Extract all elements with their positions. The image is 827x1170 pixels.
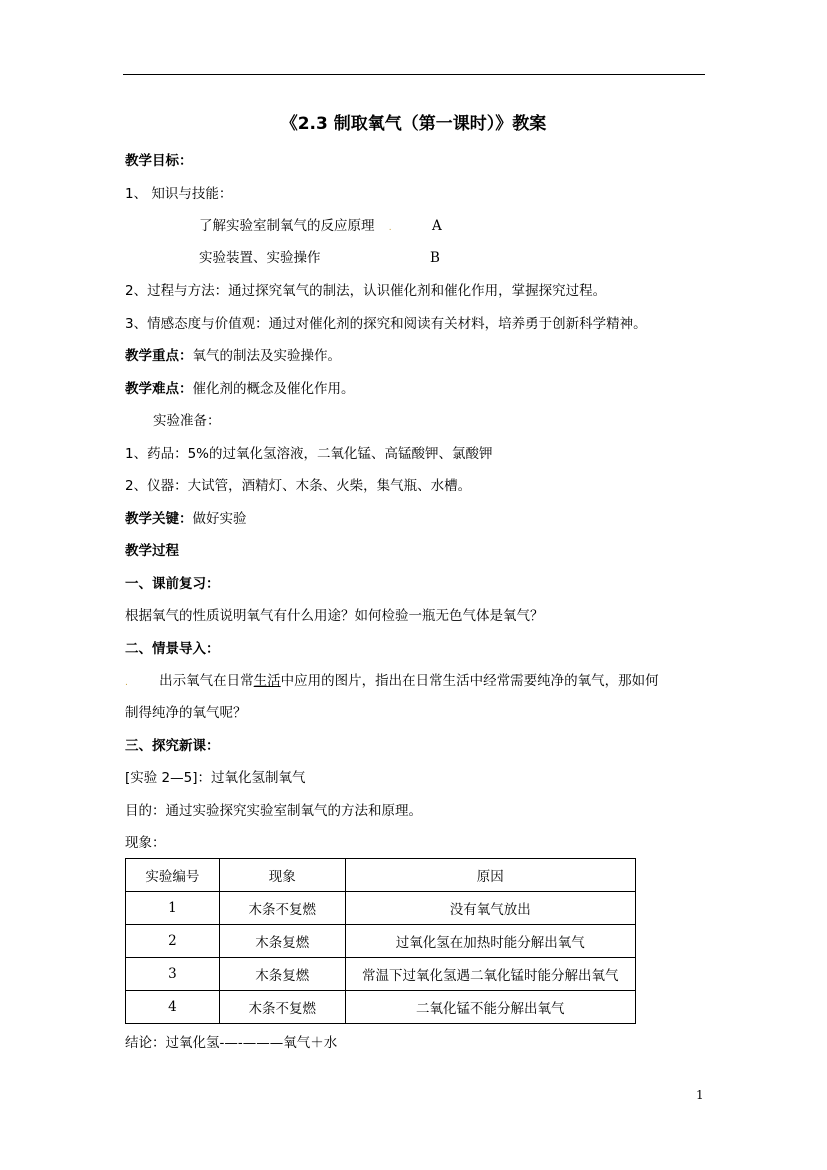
phenomenon-label: 现象： (125, 835, 166, 851)
table-cell: 4 (126, 991, 220, 1024)
table-row (126, 958, 636, 991)
section-2-text-a: 出示氧气在日常 (159, 673, 254, 689)
objective-3: 3、情感态度与价值观：通过对催化剂的探究和阅读有关材料，培养勇于创新科学精神。 (125, 316, 647, 332)
teaching-focus-text: 氧气的制法及实验操作。 (192, 348, 341, 364)
section-3-heading: 三、探究新课： (125, 738, 220, 754)
observation-table (125, 858, 636, 1024)
teaching-focus (125, 346, 341, 366)
document-title: 《2.3 制取氧气（第一课时）》教案 (280, 114, 547, 134)
process-heading: 教学过程 (125, 543, 179, 559)
table-header-cell: 实验编号 (126, 859, 220, 892)
section-2-text-b: 中应用的图片，指出在日常生活中经常需要纯净的氧气，那如何 (280, 673, 659, 689)
table-row (126, 991, 636, 1024)
teaching-difficulty (125, 379, 355, 399)
objective-1a-grade: A (432, 218, 442, 234)
header-rule (123, 74, 705, 75)
table-cell: 木条不复燃 (219, 991, 345, 1024)
section-2-text-c: 制得纯净的氧气呢？ (125, 705, 247, 721)
table-header-row (126, 859, 636, 892)
table-header-cell: 现象 (219, 859, 345, 892)
table-cell: 木条复燃 (219, 925, 345, 958)
section-2-heading: 二、情景导入： (125, 641, 220, 657)
table-row (126, 892, 636, 925)
objective-1: 1、 知识与技能： (125, 186, 233, 202)
objective-1a-text: 了解实验室制氧气的反应原理 (199, 218, 375, 234)
table-cell: 1 (126, 892, 220, 925)
experiment-title: [实验 2—5]：过氧化氢制氧气 (125, 770, 306, 786)
objective-1a: 了解实验室制氧气的反应原理 . (199, 218, 392, 234)
teaching-crux-label: 教学关键： (125, 511, 193, 527)
prep-heading: 实验准备： (153, 413, 221, 429)
teaching-crux (125, 509, 247, 529)
table-cell: 2 (126, 925, 220, 958)
teaching-crux-text: 做好实验 (192, 511, 247, 527)
table-cell: 木条复燃 (219, 958, 345, 991)
table-header-cell: 原因 (345, 859, 635, 892)
prep-instruments: 2、仪器：大试管，酒精灯、木条、火柴，集气瓶、水槽。 (125, 478, 472, 494)
prep-chemicals: 1、药品：5%的过氧化氢溶液，二氧化锰、高锰酸钾、氯酸钾 (125, 446, 493, 462)
objective-1b-grade: B (430, 250, 440, 266)
experiment-purpose: 目的：通过实验探究实验室制氧气的方法和原理。 (125, 803, 422, 819)
table-cell: 木条不复燃 (219, 892, 345, 925)
table-cell: 过氧化氢在加热时能分解出氧气 (345, 925, 635, 958)
table-cell: 二氧化锰不能分解出氧气 (345, 991, 635, 1024)
page-number: 1 (696, 1088, 704, 1102)
teaching-difficulty-label: 教学难点： (125, 381, 193, 397)
table-cell: 没有氧气放出 (345, 892, 635, 925)
table-cell: 3 (126, 958, 220, 991)
conclusion: 结论：过氧化氢-—-———氧气＋水 (125, 1035, 338, 1051)
teaching-focus-label: 教学重点： (125, 348, 193, 364)
section-1-text: 根据氧气的性质说明氧气有什么用途？如何检验一瓶无色气体是氧气？ (125, 608, 544, 624)
objective-1b-text: 实验装置、实验操作 (199, 250, 321, 266)
table-row (126, 925, 636, 958)
teaching-difficulty-text: 催化剂的概念及催化作用。 (192, 381, 355, 397)
section-1-heading: 一、课前复习： (125, 576, 220, 592)
section-2-text: . 出示氧气在日常生活中应用的图片，指出在日常生活中经常需要纯净的氧气，那如何 (125, 673, 659, 689)
objectives-heading: 教学目标： (125, 153, 193, 169)
objective-2: 2、过程与方法：通过探究氧气的制法，认识催化剂和催化作用，掌握探究过程。 (125, 283, 607, 299)
table-cell: 常温下过氧化氢遇二氧化锰时能分解出氧气 (345, 958, 635, 991)
section-2-text-underlined: 生活 (253, 673, 281, 689)
